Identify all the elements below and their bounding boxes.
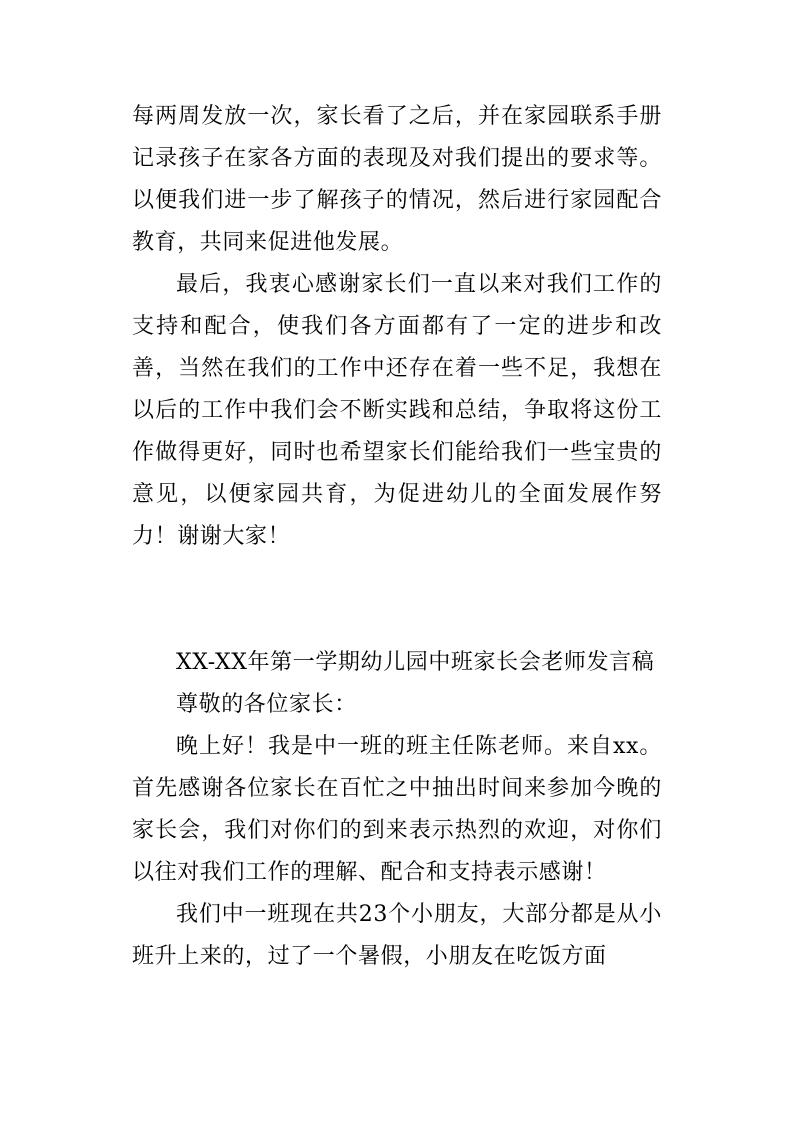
paragraph-class-intro: 我们中一班现在共23个小朋友，大部分都是从小班升上来的，过了一个暑假，小朋友在吃饭方面 (132, 902, 662, 969)
paragraph-greeting: 晚上好！我是中一班的班主任陈老师。来自xx。首先感谢各位家长在百忙之中抽出时间来参加今晚的家长会，我们对你们的到来表示热烈的欢迎，对你们以往对我们工作的理解、配合和支持表示感谢！ (132, 734, 662, 885)
salutation: 尊敬的各位家长： (176, 692, 357, 717)
document-body (132, 96, 662, 978)
paragraph-closing-thanks: 最后，我衷心感谢家长们一直以来对我们工作的支持和配合，使我们各方面都有了一定的进步和改善，当然在我们的工作中还存在着一些不足，我想在以后的工作中我们会不断实践和总结，争取将这份工作做得更好，同时也希望家长们能给我们一些宝贵的意见，以便家园共育，为促进幼儿的全面发展作努力！谢谢大家！ (132, 272, 662, 549)
document-title: XX-XX年第一学期幼儿园中班家长会老师发言稿 (176, 650, 655, 675)
paragraph-continued: 每两周发放一次，家长看了之后，并在家园联系手册记录孩子在家各方面的表现及对我们提出的要求等。以便我们进一步了解孩子的情况，然后进行家园配合教育，共同来促进他发展。 (132, 104, 662, 255)
section-spacer (132, 558, 662, 642)
